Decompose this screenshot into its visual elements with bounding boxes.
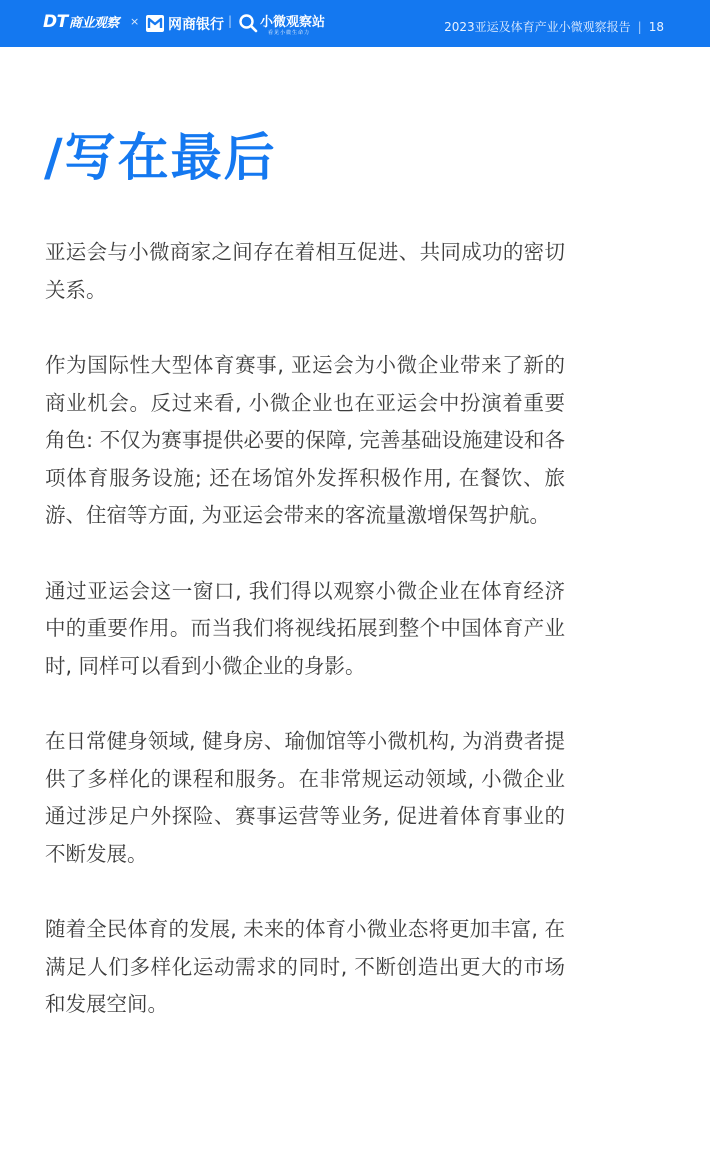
report-info: [444, 18, 664, 35]
mybank-name: 网商银行: [168, 17, 224, 33]
paragraph: 亚运会与小微商家之间存在着相互促进、共同成功的密切关系。: [45, 240, 565, 302]
page-number: 18: [648, 19, 664, 34]
report-title: 2023亚运及体育产业小微观察报告: [444, 20, 631, 34]
body-text: [45, 234, 565, 1062]
header-bar: [0, 0, 710, 47]
magnifier-icon: [238, 13, 258, 33]
station-slogan: 看见小微生命力: [268, 30, 311, 36]
paragraph: 作为国际性大型体育赛事, 亚运会为小微企业带来了新的商业机会。反过来看, 小微企业也在亚运会中扮演着重要角色: 不仅为赛事提供必要的保障, 完善基础设施建设和各项体育服务设施; 还在场馆外发挥积极作用, 在餐饮、旅游、住宿等方面, 为亚运会带来的客流量激增保驾护航。: [45, 353, 565, 527]
page-title: /写在最后: [44, 129, 277, 188]
mybank-logo-icon: [146, 15, 164, 32]
station-name: 小微观察站: [260, 15, 326, 30]
page-divider: |: [637, 19, 642, 34]
paragraph: 在日常健身领域, 健身房、瑜伽馆等小微机构, 为消费者提供了多样化的课程和服务。在非常规运动领域, 小微企业通过涉足户外探险、赛事运营等业务, 促进着体育事业的不断发展。: [45, 729, 565, 866]
dt-logo: DT商业观察: [43, 12, 119, 32]
paragraph: 通过亚运会这一窗口, 我们得以观察小微企业在体育经济中的重要作用。而当我们将视线拓展到整个中国体育产业时, 同样可以看到小微企业的身影。: [45, 578, 565, 678]
logo-divider: |: [228, 14, 233, 28]
paragraph: 随着全民体育的发展, 未来的体育小微业态将更加丰富, 在满足人们多样化运动需求的同时, 不断创造出更大的市场和发展空间。: [45, 917, 565, 1016]
collab-separator: ×: [130, 15, 140, 28]
